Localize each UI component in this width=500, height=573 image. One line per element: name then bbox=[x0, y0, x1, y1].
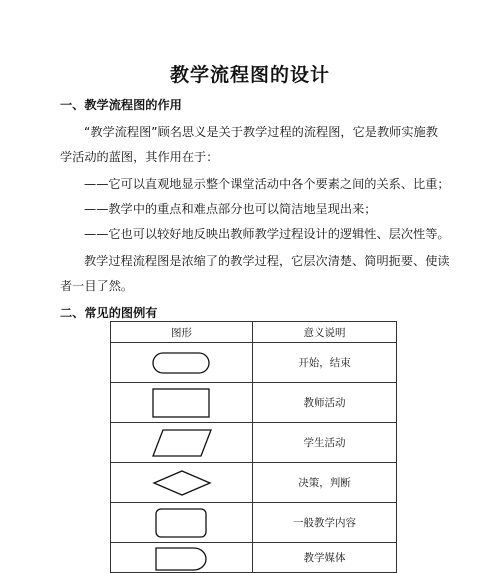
table-cell-meaning: 教师活动 bbox=[253, 383, 397, 423]
paragraph2-line2: 者一目了然。 bbox=[60, 279, 134, 293]
table-cell-shape bbox=[111, 463, 253, 503]
table-cell-shape bbox=[111, 343, 253, 383]
section2-heading: 二、常见的图例有 bbox=[60, 306, 158, 320]
table-row bbox=[111, 423, 397, 463]
bullet-item: ——它也可以较好地反映出教师教学过程设计的逻辑性、层次性等。 bbox=[84, 227, 450, 241]
table-cell-meaning: 开始，结束 bbox=[253, 343, 397, 383]
table-header-meaning: 意义说明 bbox=[253, 322, 397, 343]
table-row bbox=[111, 543, 397, 573]
paragraph2-line1: 教学过程流程图是浓缩了的教学过程，它层次清楚、简明扼要、使读 bbox=[84, 254, 450, 268]
table-cell-shape bbox=[111, 423, 253, 463]
table-cell-shape bbox=[111, 383, 253, 423]
parallelogram-shape-icon bbox=[151, 428, 213, 458]
table-row bbox=[111, 503, 397, 543]
paragraph1-line2: 学活动的蓝图，其作用在于： bbox=[60, 150, 219, 164]
bullet-item: ——它可以直观地显示整个课堂活动中各个要素之间的关系、比重； bbox=[84, 177, 450, 191]
terminal-shape-icon bbox=[152, 351, 212, 375]
legend-table bbox=[110, 321, 397, 573]
table-cell-meaning: 决策，判断 bbox=[253, 463, 397, 503]
paragraph1-line1: “教学流程图”顾名思义是关于教学过程的流程图，它是教师实施教 bbox=[84, 125, 438, 139]
section1-heading: 一、教学流程图的作用 bbox=[60, 98, 182, 112]
rounded-rectangle-shape-icon bbox=[154, 507, 210, 539]
table-row bbox=[111, 463, 397, 503]
table-header-row bbox=[111, 322, 397, 343]
table-cell-shape bbox=[111, 543, 253, 573]
table-cell-shape bbox=[111, 503, 253, 543]
bullet-item: ——教学中的重点和难点部分也可以简洁地呈现出来； bbox=[84, 202, 377, 216]
table-row bbox=[111, 383, 397, 423]
table-row bbox=[111, 343, 397, 383]
media-shape-icon bbox=[154, 546, 210, 572]
diamond-shape-icon bbox=[152, 469, 212, 497]
table-cell-meaning: 一般教学内容 bbox=[253, 503, 397, 543]
table-cell-meaning: 学生活动 bbox=[253, 423, 397, 463]
table-cell-meaning: 教学媒体 bbox=[253, 543, 397, 573]
rectangle-shape-icon bbox=[151, 387, 213, 419]
page-title: 教学流程图的设计 bbox=[169, 64, 330, 86]
table-header-shape: 图形 bbox=[111, 322, 253, 343]
